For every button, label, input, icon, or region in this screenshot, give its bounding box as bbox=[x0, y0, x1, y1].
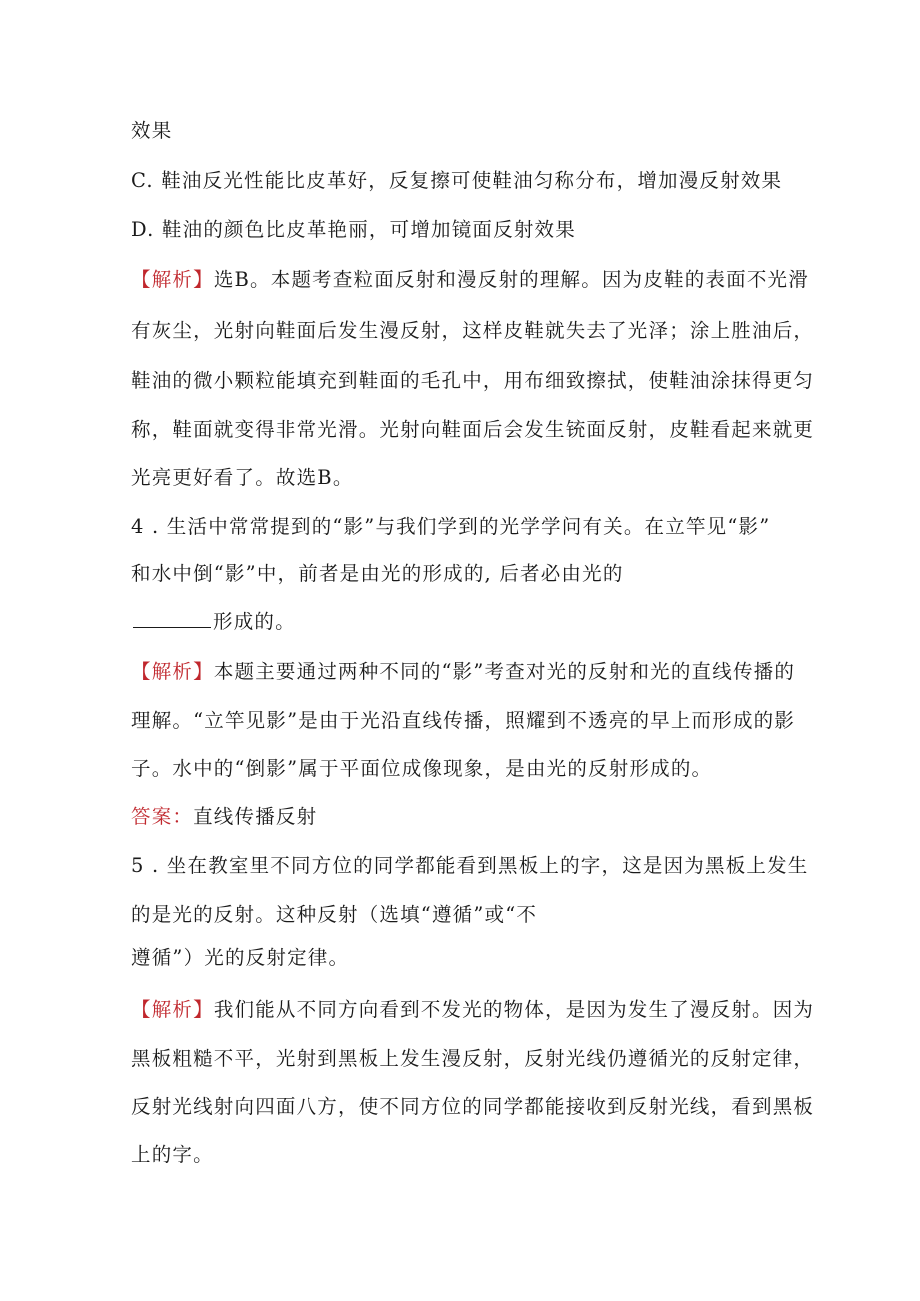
analysis-tag: 【解析】 bbox=[131, 268, 214, 291]
option-d bbox=[131, 217, 576, 243]
answer-blank[interactable] bbox=[133, 609, 211, 628]
text-line bbox=[131, 708, 795, 734]
answer-line bbox=[131, 804, 317, 830]
line-text: 理解。“立竿见影”是由于光沿直线传播，照耀到不透亮的早上而形成的影 bbox=[131, 709, 796, 732]
line-text: 有灰尘，光射向鞋面后发生漫反射，这样皮鞋就失去了光泽；涂上胜油后， bbox=[131, 319, 815, 342]
question-4 bbox=[131, 514, 770, 540]
text-line bbox=[131, 756, 712, 782]
text-line bbox=[131, 118, 172, 144]
line-text: 和水中倒“影”中，前者是由光的形成的, 后者必由光的 bbox=[131, 562, 624, 585]
text-line bbox=[131, 368, 814, 394]
option-d-text: D. 鞋油的颜色比皮革艳丽，可增加镜面反射效果 bbox=[131, 218, 576, 241]
line-text: 形成的。 bbox=[213, 610, 296, 633]
analysis-text: 选B。本题考查粒面反射和漫反射的理解。因为皮鞋的表面不光滑 bbox=[213, 268, 809, 291]
text-line bbox=[131, 945, 349, 971]
line-text: 反射光线射向四面八方，使不同方位的同学都能接收到反射光线，看到黑板 bbox=[131, 1095, 815, 1118]
analysis-text: 我们能从不同方向看到不发光的物体，是因为发生了漫反射。因为 bbox=[213, 998, 815, 1021]
analysis-tag: 【解析】 bbox=[131, 998, 214, 1021]
line-text: 光亮更好看了。故选B。 bbox=[131, 466, 354, 489]
line-text: 的是光的反射。这种反射（选填“遵循”或“不 bbox=[131, 903, 538, 926]
text-line bbox=[131, 902, 537, 928]
line-text: 称，鞋面就变得非常光滑。光射向鞋面后会发生铳面反射，皮鞋看起来就更 bbox=[131, 418, 815, 441]
option-c bbox=[131, 168, 782, 194]
line-text: 效果 bbox=[131, 119, 173, 142]
analysis-3 bbox=[131, 267, 809, 293]
text-line bbox=[131, 465, 354, 491]
line-text: 遵循”）光的反射定律。 bbox=[131, 946, 350, 969]
fill-blank-line bbox=[133, 609, 296, 635]
text-line bbox=[131, 1046, 814, 1072]
line-text: 上的字。 bbox=[131, 1143, 214, 1166]
line-text: 鞋油的微小颗粒能填充到鞋面的毛孔中，用布细致擦拭，使鞋油涂抹得更匀 bbox=[131, 369, 815, 392]
text-line bbox=[131, 561, 624, 587]
line-text: 黑板粗糙不平，光射到黑板上发生漫反射，反射光线仍遵循光的反射定律， bbox=[131, 1047, 815, 1070]
text-line bbox=[131, 318, 814, 344]
option-c-text: C. 鞋油反光性能比皮革好，反复擦可使鞋油匀称分布，增加漫反射效果 bbox=[131, 169, 783, 192]
question-4-text: 4 . 生活中常常提到的“影”与我们学到的光学学问有关。在立竿见“影” bbox=[131, 515, 771, 538]
line-text: 子。水中的“倒影”属于平面位成像现象，是由光的反射形成的。 bbox=[131, 757, 713, 780]
analysis-5 bbox=[131, 997, 814, 1023]
text-line bbox=[131, 417, 814, 443]
question-5 bbox=[131, 853, 809, 879]
text-line bbox=[131, 1094, 814, 1120]
analysis-text: 本题主要通过两种不同的“影”考查对光的反射和光的直线传播的 bbox=[213, 660, 796, 683]
analysis-tag: 【解析】 bbox=[131, 660, 214, 683]
question-5-text: 5 . 坐在教室里不同方位的同学都能看到黑板上的字，这是因为黑板上发生 bbox=[131, 854, 809, 877]
answer-text: 直线传播反射 bbox=[193, 805, 318, 828]
analysis-4 bbox=[131, 659, 795, 685]
answer-tag: 答案： bbox=[131, 805, 194, 828]
text-line bbox=[131, 1142, 214, 1168]
